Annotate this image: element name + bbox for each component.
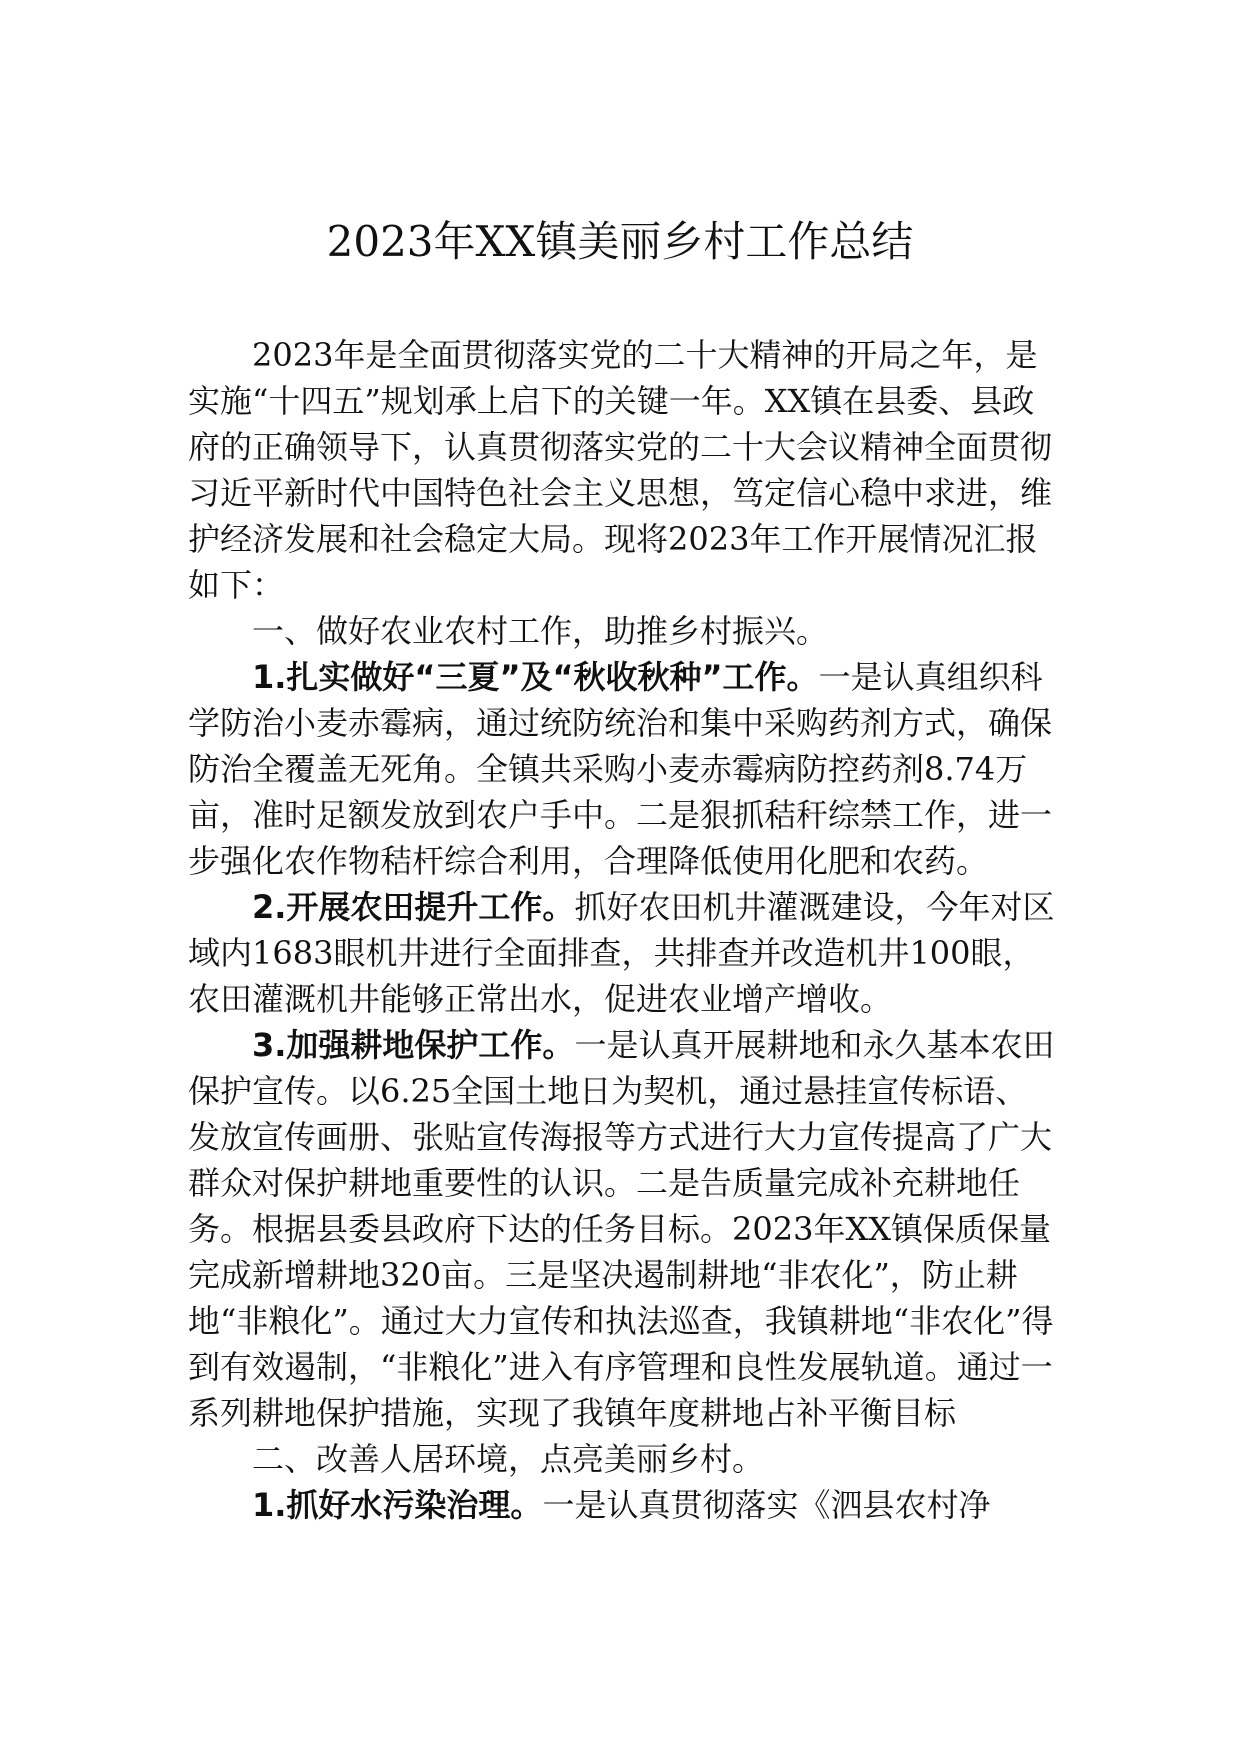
paragraph-text: 一是认真组织科学防治小麦赤霉病，通过统防统治和集中采购药剂方式，确保防治全覆盖无死角。全镇共采购小麦赤霉病防控药剂8.74万亩，准时足额发放到农户手中。二是狠抓秸秆综禁工作，进一步强化农作物秸杆综合利用，合理降低使用化肥和农药。 xyxy=(188,658,1053,880)
document-body xyxy=(188,332,1058,1528)
document-title: 2023年XX镇美丽乡村工作总结 xyxy=(326,217,914,266)
section-heading-1 xyxy=(188,608,1058,654)
subsection-heading: 1.扎实做好“三夏”及“秋收秋种”工作。 xyxy=(252,658,819,696)
paragraph-text: 一是认真贯彻落实《泗县农村净 xyxy=(542,1486,991,1524)
subsection-heading: 3.加强耕地保护工作。 xyxy=(252,1026,575,1064)
paragraph-text: 二、改善人居环境，点亮美丽乡村。 xyxy=(252,1440,765,1478)
paragraph-text: 2023年是全面贯彻落实党的二十大精神的开局之年，是实施“十四五”规划承上启下的关键一年。XX镇在县委、县政府的正确领导下，认真贯彻落实党的二十大会议精神全面贯彻习近平新时代中国特色社会主义思想，笃定信心稳中求进，维护经济发展和社会稳定大局。现将2023年工作开展情况汇报如下： xyxy=(188,336,1053,604)
subsection-1-3 xyxy=(188,1022,1058,1436)
subsection-heading: 1.抓好水污染治理。 xyxy=(252,1486,543,1524)
paragraph-text: 一是认真开展耕地和永久基本农田保护宣传。以6.25全国土地日为契机，通过悬挂宣传标语、发放宣传画册、张贴宣传海报等方式进行大力宣传提高了广大群众对保护耕地重要性的认识。二是告质量完成补充耕地任务。根据县委县政府下达的任务目标。2023年XX镇保质保量完成新增耕地320亩。三是坚决遏制耕地“非农化”，防止耕地“非粮化”。通过大力宣传和执法巡查，我镇耕地“非农化”得到有效遏制，“非粮化”进入有序管理和良性发展轨道。通过一系列耕地保护措施，实现了我镇年度耕地占补平衡目标 xyxy=(188,1026,1055,1432)
intro-paragraph xyxy=(188,332,1058,608)
subsection-heading: 2.开展农田提升工作。 xyxy=(252,888,575,926)
section-heading-2 xyxy=(188,1436,1058,1482)
subsection-1-2 xyxy=(188,884,1058,1022)
paragraph-text: 一、做好农业农村工作，助推乡村振兴。 xyxy=(252,612,829,650)
subsection-1-1 xyxy=(188,654,1058,884)
paragraph-text: 抓好农田机井灌溉建设，今年对区域内1683眼机井进行全面排查，共排查并改造机井100眼，农田灌溉机井能够正常出水，促进农业增产增收。 xyxy=(188,888,1055,1018)
subsection-2-1 xyxy=(188,1482,1058,1528)
